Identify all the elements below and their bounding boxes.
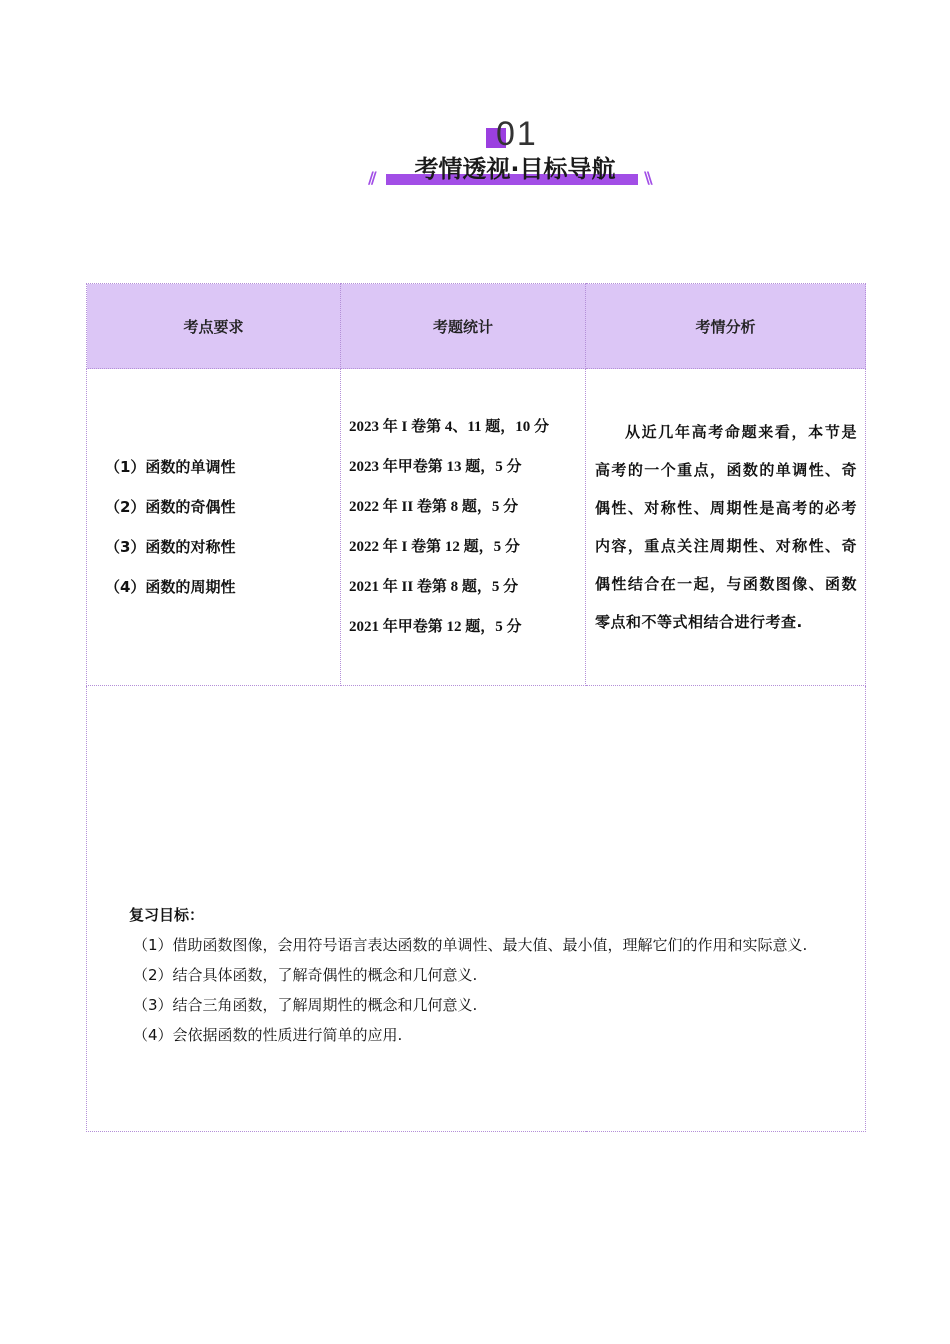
section-number-badge (486, 116, 546, 152)
table-header-row (87, 284, 866, 369)
column-header-statistics: 考题统计 (341, 284, 586, 369)
statistic-item: 2023 年甲卷第 13 题，5 分 (349, 459, 522, 475)
requirement-item: （4）函数的周期性 (105, 578, 236, 596)
goal-item: （4）会依据函数的性质进行简单的应用. (133, 1025, 403, 1044)
goals-title: 复习目标： (129, 905, 205, 924)
analysis-text: 从近几年高考命题来看，本节是高考的一个重点，函数的单调性、奇偶性、对称性、周期性是高考的必考内容，重点关注周期性、对称性、奇偶性结合在一起，与函数图像、函数零点和不等式相结合进行考查. (595, 423, 857, 631)
requirements-cell (87, 369, 341, 686)
right-slash-decoration: \\ (644, 168, 650, 187)
section-header (0, 112, 950, 192)
section-title: 考情透视·目标导航 (414, 155, 616, 183)
requirement-item: （2）函数的奇偶性 (105, 498, 236, 516)
statistic-item: 2022 年 II 卷第 8 题，5 分 (349, 499, 519, 515)
column-header-analysis: 考情分析 (586, 284, 866, 369)
exam-overview-table (86, 283, 866, 1132)
goals-row (87, 686, 866, 1132)
goal-item: （2）结合具体函数，了解奇偶性的概念和几何意义. (133, 965, 478, 984)
section-number: 01 (496, 115, 538, 153)
goal-item: （3）结合三角函数，了解周期性的概念和几何意义. (133, 995, 478, 1014)
statistic-item: 2021 年 II 卷第 8 题，5 分 (349, 579, 519, 595)
column-header-requirements: 考点要求 (87, 284, 341, 369)
left-slash-decoration: // (368, 168, 374, 187)
requirement-item: （1）函数的单调性 (105, 458, 236, 476)
analysis-cell (586, 369, 866, 686)
table-body-row (87, 369, 866, 686)
statistic-item: 2022 年 I 卷第 12 题，5 分 (349, 539, 520, 555)
goals-cell (87, 686, 866, 1132)
statistic-item: 2023 年 I 卷第 4、11 题，10 分 (349, 419, 550, 435)
goal-item: （1）借助函数图像，会用符号语言表达函数的单调性、最大值、最小值，理解它们的作用和实际意义. (133, 935, 808, 954)
requirement-item: （3）函数的对称性 (105, 538, 236, 556)
statistic-item: 2021 年甲卷第 12 题，5 分 (349, 619, 522, 635)
statistics-cell (341, 369, 586, 686)
